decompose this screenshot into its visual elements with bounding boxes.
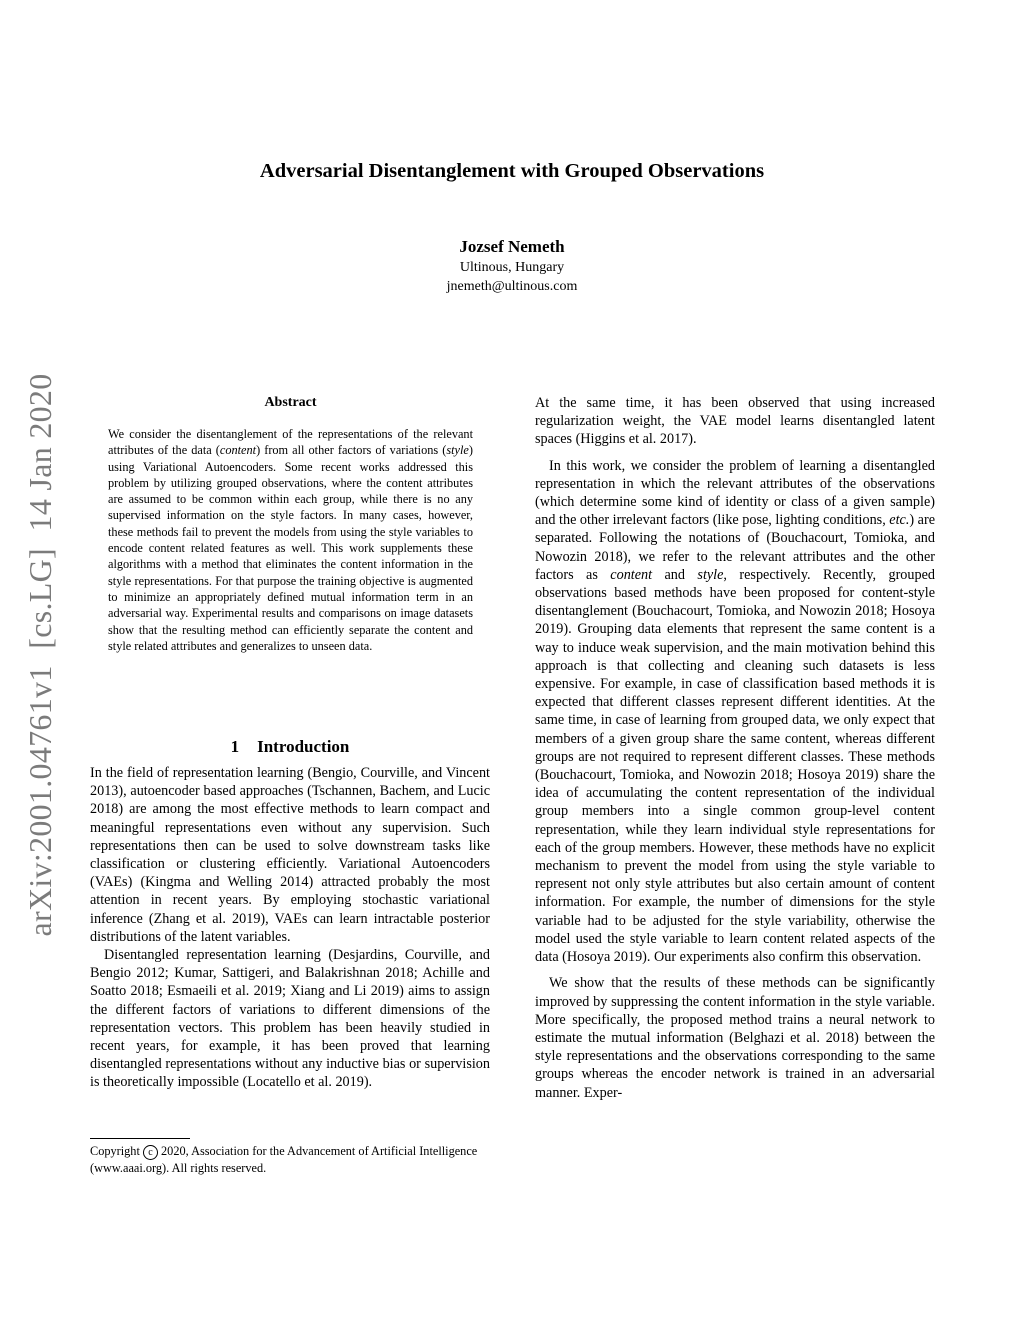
copyright-prefix: Copyright [90, 1144, 140, 1158]
p2-text-a: In this work, we consider the problem of learning a disentangled representation in which the relevant attributes of the observations (which determine some kind of identity or class of a given sample) and the other irrelevant factors (like pose, lighting conditions, [535, 457, 935, 529]
abstract-body [108, 426, 473, 654]
abstract-content-term: content [219, 443, 257, 458]
abstract-style-term: style [446, 443, 469, 458]
footnote-rule [90, 1138, 190, 1139]
right-paragraph-3: We show that the results of these methods can be significantly improved by suppressing the content information in the style variable. More specifically, the proposed method trains a neural network to estimate the mutual information (Belghazi et al. 2018) between the style representations and the observations corresponding to the same groups whereas the encoder network is trained in an adversarial manner. Exper- [535, 975, 935, 1101]
section-title: Introduction [257, 737, 350, 756]
arxiv-stamp-container [20, 360, 60, 950]
intro-paragraph-1: In the field of representation learning (Bengio, Courville, and Vincent 2013), autoencoder based approaches (Tschannen, Bachem, and Lucic 2018) are among the most effective methods to learn compact and meaningful representations even without any supervision. Such representations then can be used to solve downstream tasks like classification or clustering efficiently. Variational Autoencoders (VAEs) (Kingma and Welling 2014) attracted probably the most attention in recent years. By employing stochastic variational inference (Zhang et al. 2019), VAEs can learn intractable posterior distributions of the latent variables. [90, 765, 490, 945]
right-paragraph-1: At the same time, it has been observed that using increased regularization weight, the VAE model learns disentangled latent spaces (Higgins et al. 2017). [535, 395, 935, 448]
author-name: Jozsef Nemeth [459, 237, 565, 256]
author-affiliation: Ultinous, Hungary [459, 260, 565, 275]
paper-title: Adversarial Disentanglement with Grouped Observations [259, 160, 765, 182]
left-column [90, 764, 490, 1092]
intro-paragraph-2: Disentangled representation learning (Desjardins, Courville, and Bengio 2012; Kumar, Sattigeri, and Balakrishnan 2018; Achille and Soatto 2018; Esmaeili et al. 2019; Xiang and Li 2019) aims to assign the different factors of variations to different dimensions of the representation vectors. This problem has been heavily studied in recent years, for example, it has been proved that learning disentangled representations without any inductive bias or supervision is theoretically impossible (Locatello et al. 2019). [90, 947, 490, 1091]
section-heading [90, 737, 490, 757]
p2-content-term: content [610, 566, 653, 583]
copyright-icon: c [143, 1145, 158, 1160]
right-paragraph-2 [535, 457, 935, 967]
abstract-text-2: ) from all other factors of variations ( [256, 443, 447, 458]
abstract-heading: Abstract [264, 395, 317, 410]
p2-text-b: ) are separated. Following the notations of (Bouchacourt, Tomioka, and Nowozin 2018), we refer to the relevant attributes and the other factors as [535, 512, 935, 583]
copyright-text: 2020, Association for the Advancement of Artificial Intelligence (www.aaai.org). All rights reserved. [90, 1144, 478, 1175]
author-email: jnemeth@ultinous.com [446, 279, 578, 294]
p2-style-term: style [697, 566, 724, 583]
right-column [535, 394, 935, 1102]
p2-text-c: , respectively. Recently, grouped observations based methods have been proposed for content-style disentanglement (Bouchacourt, Tomioka, and Nowozin 2018; Hosoya 2019). Grouping data elements that represent the same content is a way to induce weak supervision, and the main motivation behind this approach is that collecting and cleaning such datasets is less expensive. For example, in case of classification based methods it is expected that different classes represent different identities. At the same time, in case of learning from grouped data, we only expect that members of a given group share the same content, whereas different groups are not required to represent different classes. These methods (Bouchacourt, Tomioka, and Nowozin 2018; Hosoya 2019) share the idea of accumulating the content representation of the individual group members into a single common group-level content representation, while they learn individual style representations for each of the group members. However, these methods have no explicit mechanism to prevent the model from using the style variable to represent not only style attributes but also certain amount of content information. For example, the number of dimensions for the style variable had to be adjusted for the style variability, otherwise the model used the style variable to learn content related aspects of the data (Hosoya 2019). Our experiments also confirm this observation. [535, 566, 935, 966]
p2-etc: etc. [889, 512, 910, 529]
p2-and: and [652, 566, 698, 583]
abstract-text-1: We consider the disentanglement of the representations of the relevant attributes of the data ( [108, 427, 473, 458]
abstract-text-3: ) using Variational Autoencoders. Some recent works addressed this problem by utilizing grouped observations, where the content attributes are assumed to be common within each group, while there is no any supervised information on the style factors. In many cases, however, these methods fail to prevent the models from using the style variables to encode content related features as well. This work supplements these algorithms with a method that eliminates the content information in the style representations. For that purpose the training objective is augmented to minimize an appropriately defined mutual information term in an adversarial way. Experimental results and comparisons on image datasets show that the resulting method can efficiently separate the content and style related attributes and generalizes to unseen data. [108, 443, 473, 653]
arxiv-stamp: arXiv:2001.04761v1 [cs.LG] 14 Jan 2020 [22, 373, 58, 937]
copyright-footnote [90, 1143, 490, 1177]
section-number: 1 [230, 737, 240, 756]
